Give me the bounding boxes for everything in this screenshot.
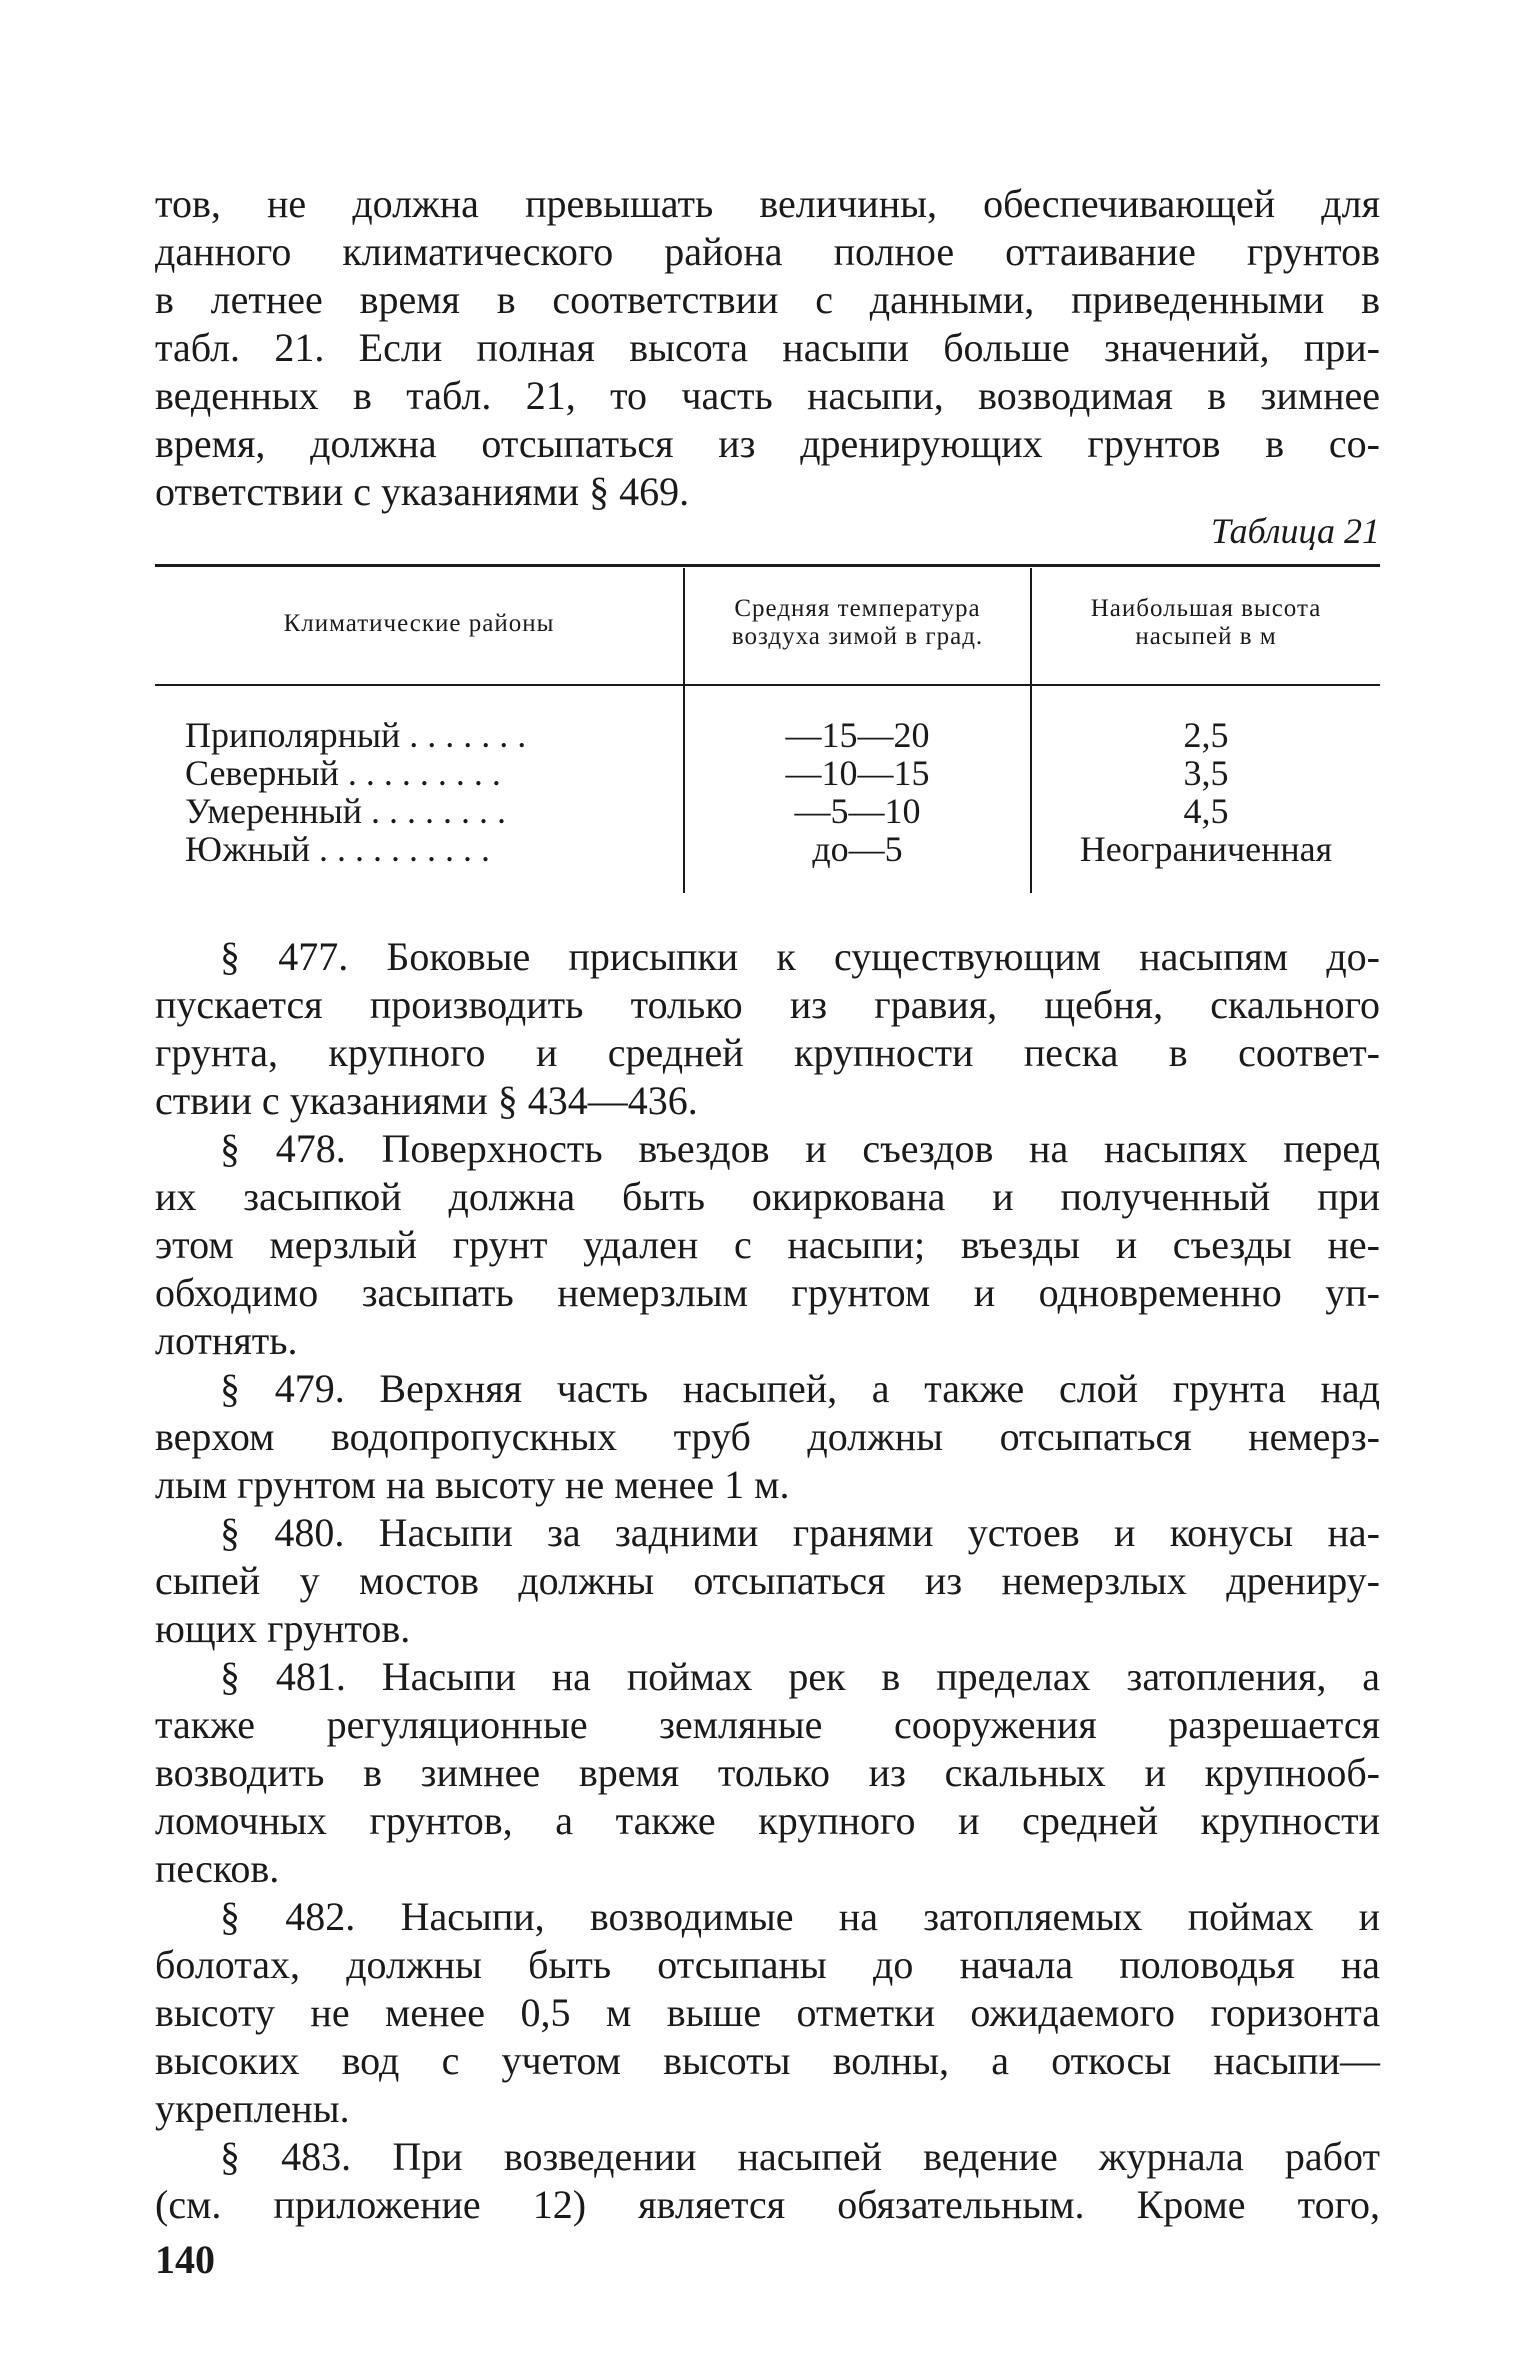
header-line: Средняя температура (734, 595, 981, 622)
header-line: воздуха зимой в град. (731, 623, 984, 650)
text-line: верхом водопропускных труб должны отсыпаться немерз- (155, 1414, 1380, 1459)
text-line: песков. (155, 1846, 280, 1891)
text-line: сыпей у мостов должны отсыпаться из немерзлых дрениру- (155, 1558, 1380, 1603)
table-cell-region: Северный . . . . . . . . . (185, 753, 501, 793)
text-line: обходимо засыпать немерзлым грунтом и одновременно уп- (155, 1270, 1380, 1315)
text-line: высоту не менее 0,5 м выше отметки ожидаемого горизонта (155, 1990, 1380, 2035)
page-number: 140 (155, 2237, 215, 2282)
table-cell-region: Южный . . . . . . . . . . (185, 829, 491, 869)
table-header-height (1032, 595, 1380, 651)
text-line: тов, не должна превышать величины, обеспечивающей для (155, 181, 1380, 226)
header-line: Наибольшая высота (1090, 595, 1322, 622)
text-line: пускается производить только из гравия, щебня, скального (155, 982, 1380, 1027)
paragraph-480: § 480. Насыпи за задними гранями устоев и конусы на- (220, 1510, 1380, 1555)
text-line: этом мерзлый грунт удален с насыпи; въезды и съезды не- (155, 1222, 1380, 1267)
text-line: высоких вод с учетом высоты волны, а откосы насыпи— (155, 2038, 1380, 2083)
table-cell-temperature: —15—20 (785, 715, 930, 755)
table-header-regions: Климатические районы (283, 610, 555, 637)
header-line: насыпей в м (1135, 623, 1277, 650)
table-cell-region: Умеренный . . . . . . . . (185, 791, 507, 831)
text-line: в летнее время в соответствии с данными, приведенными в (155, 277, 1380, 322)
paragraph-478: § 478. Поверхность въездов и съездов на насыпях перед (220, 1126, 1380, 1171)
table-cell-height: 2,5 (1183, 715, 1229, 755)
text-line: веденных в табл. 21, то часть насыпи, возводимая в зимнее (155, 373, 1380, 418)
text-line: укреплены. (155, 2086, 350, 2131)
text-line: данного климатического района полное оттаивание грунтов (155, 229, 1380, 274)
table-cell-temperature: —5—10 (794, 791, 921, 831)
text-line: ющих грунтов. (155, 1606, 411, 1651)
text-line: (см. приложение 12) является обязательным. Кроме того, (155, 2182, 1380, 2227)
text-line: время, должна отсыпаться из дренирующих грунтов в со- (155, 421, 1380, 466)
paragraph-479: § 479. Верхняя часть насыпей, а также слой грунта над (220, 1366, 1380, 1411)
table-cell-temperature: —10—15 (785, 753, 930, 793)
table-header-rule (155, 684, 1380, 686)
paragraph-481: § 481. Насыпи на поймах рек в пределах затопления, а (220, 1654, 1380, 1699)
text-line: грунта, крупного и средней крупности песка в соответ- (155, 1030, 1380, 1075)
table-cell-region: Приполярный . . . . . . . (185, 715, 527, 755)
text-line: табл. 21. Если полная высота насыпи больше значений, при- (155, 325, 1380, 370)
text-line: их засыпкой должна быть окиркована и полученный при (155, 1174, 1380, 1219)
table-caption: Таблица 21 (1210, 511, 1380, 551)
text-line: лотнять. (155, 1318, 298, 1363)
text-line: также регуляционные земляные сооружения разрешается (155, 1702, 1380, 1747)
table-cell-height: 4,5 (1183, 791, 1229, 831)
text-line: возводить в зимнее время только из скальных и крупнооб- (155, 1750, 1380, 1795)
text-line: ответствии с указаниями § 469. (155, 469, 690, 514)
table-cell-temperature: до—5 (812, 829, 903, 869)
table-cell-height: Неограниченная (1079, 829, 1333, 869)
paragraph-477: § 477. Боковые присыпки к существующим насыпям до- (220, 934, 1380, 979)
text-line: ствии с указаниями § 434—436. (155, 1078, 698, 1123)
text-line: болотах, должны быть отсыпаны до начала половодья на (155, 1942, 1380, 1987)
paragraph-483: § 483. При возведении насыпей ведение журнала работ (220, 2134, 1380, 2179)
text-line: лым грунтом на высоту не менее 1 м. (155, 1462, 790, 1507)
table-header-temperature (685, 595, 1030, 651)
table-top-rule (155, 564, 1380, 567)
table-cell-height: 3,5 (1183, 753, 1229, 793)
paragraph-482: § 482. Насыпи, возводимые на затопляемых поймах и (220, 1894, 1380, 1939)
text-line: ломочных грунтов, а также крупного и средней крупности (155, 1798, 1380, 1843)
